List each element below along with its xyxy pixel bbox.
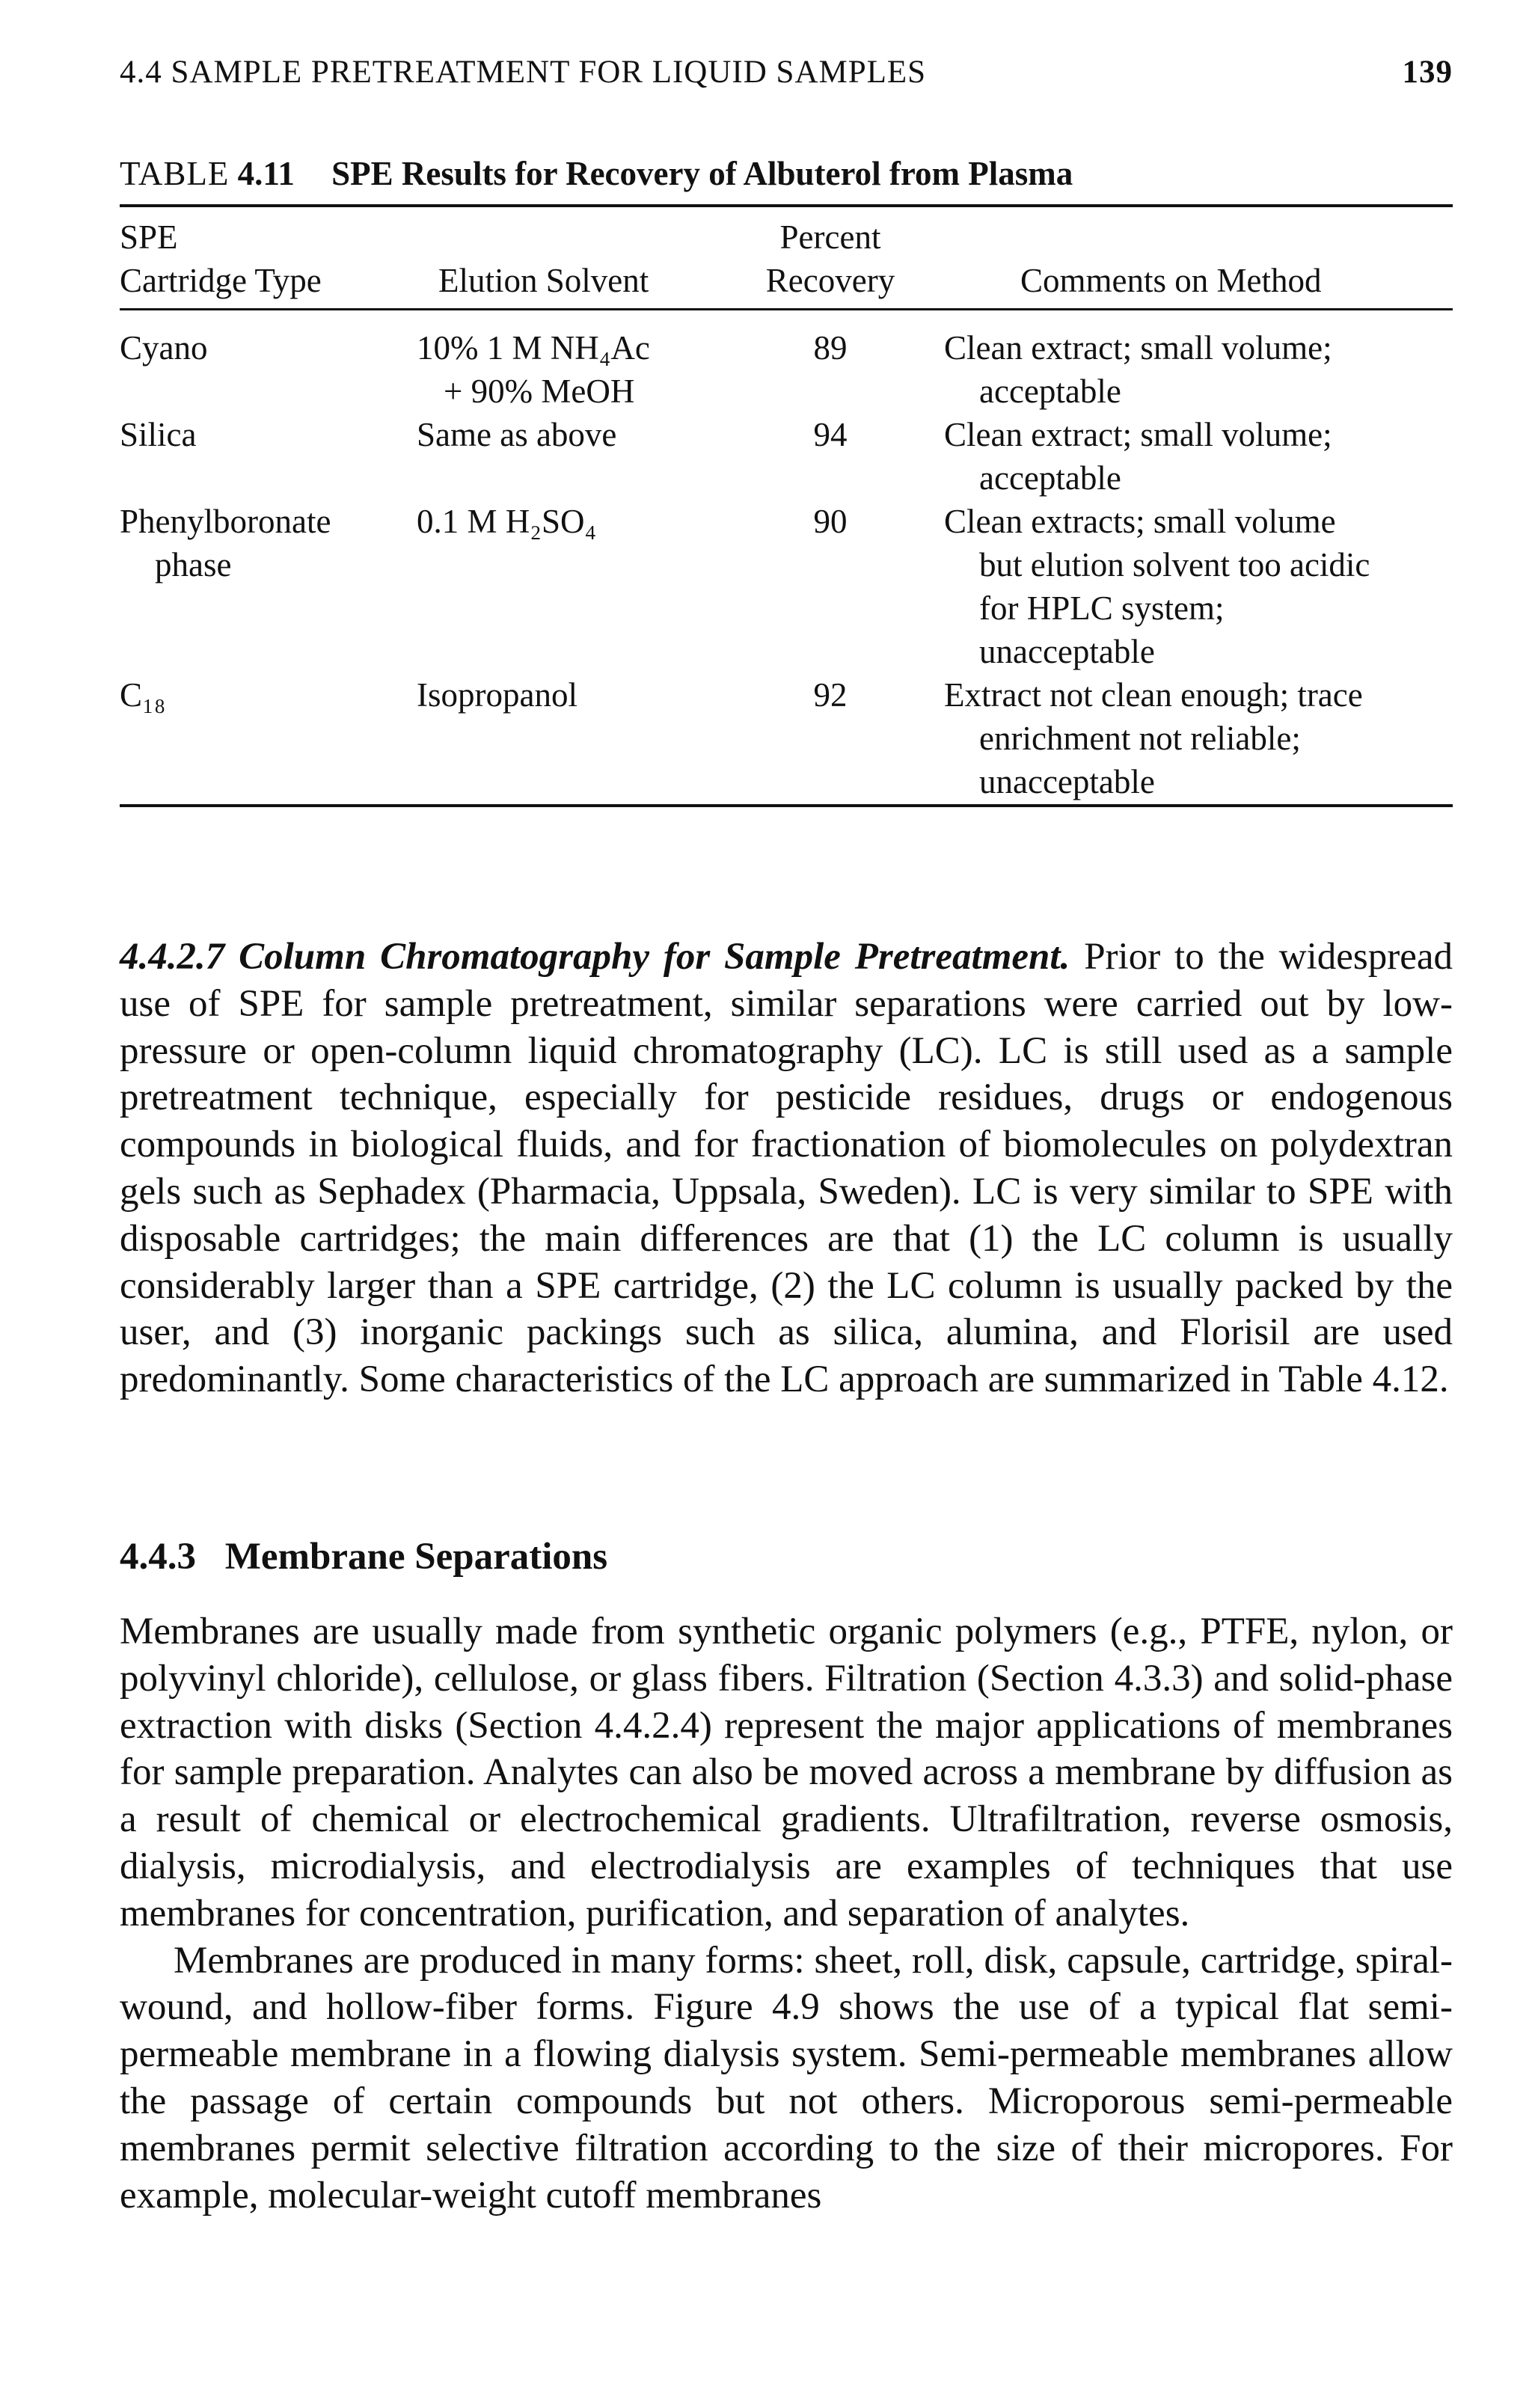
table-row-c18-type: C₁₈ [120, 676, 166, 714]
section-443-paragraph-2: Membranes are produced in many forms: sheet, roll, disk, capsule, cartridge, spiral-wound, and hollow-fiber forms. Figure 4.9 shows the use of a typical flat semi-permeable membrane in a flowing dialysis system. Semi-permeable membranes allow the passage of certain compounds but not others. Microporous semi-permeable membranes permit selective filtration according to the size of their micropores. For example, molecular-weight cutoff membranes [120, 1939, 1453, 2216]
table-row-phenylboronate-type: Phenylboronate phase [120, 503, 331, 583]
table-header-rule [120, 308, 1453, 310]
table-title: SPE Results for Recovery of Albuterol from Plasma [331, 155, 1073, 192]
table-row-phenylboronate-solvent: 0.1 M H₂SO₄ [417, 503, 597, 540]
section-443-body [120, 1608, 1453, 2219]
table-row-silica-type: Silica [120, 416, 197, 453]
table-row-cyano-solvent: 10% 1 M NH₄Ac + 90% MeOH [417, 329, 650, 410]
table-row-silica-recovery: 94 [813, 416, 848, 453]
running-head-title: 4.4 SAMPLE PRETREATMENT FOR LIQUID SAMPLES [120, 55, 927, 90]
table-row-c18-comments: Extract not clean enough; trace enrichment not reliable; unacceptable [944, 676, 1363, 800]
table-label: TABLE [120, 155, 230, 192]
section-4427-paragraph [120, 934, 1453, 1403]
table-top-rule [120, 204, 1453, 207]
table-caption [120, 153, 1453, 194]
header-elution-solvent: Elution Solvent [438, 262, 649, 299]
header-percent-recovery: Percent Recovery [765, 218, 895, 299]
table-row-phenylboronate-comments: Clean extracts; small volume but elution solvent too acidic for HPLC system; unacceptable [944, 503, 1370, 670]
page-number: 139 [1402, 55, 1453, 90]
table-row-c18-solvent: Isopropanol [417, 676, 577, 714]
table-number: 4.11 [237, 155, 295, 192]
table-row-phenylboronate-recovery: 90 [813, 503, 848, 540]
table-row-cyano-recovery: 89 [813, 329, 848, 367]
section-443-paragraph-1: Membranes are usually made from synthetic organic polymers (e.g., PTFE, nylon, or polyvinyl chloride), cellulose, or glass fibers. Filtration (Section 4.3.3) and solid-phase extraction with disks (Section 4.4.2.4) represent the major applications of membranes for sample preparation. Analytes can also be moved across a membrane by diffusion as a result of chemical or electrochemical gradients. Ultrafiltration, reverse osmosis, dialysis, microdialysis, and electrodialysis are examples of techniques that use membranes for concentration, purification, and separation of analytes. [120, 1611, 1453, 1934]
table-row-cyano-comments: Clean extract; small volume; acceptable [944, 329, 1332, 410]
section-4427-heading: 4.4.2.7 Column Chromatography for Sample Pretreatment. [120, 936, 1070, 978]
table-row-cyano-type: Cyano [120, 329, 208, 367]
section-4427-text: Prior to the widespread use of SPE for sample pretreatment, similar separations were carried out by low-pressure or open-column liquid chromatography (LC). LC is still used as a sample pretreatment technique, especially for pesticide residues, drugs or endogenous compounds in biological fluids, and for fractionation of biomolecules on polydextran gels such as Sephadex (Pharmacia, Uppsala, Sweden). LC is very similar to SPE with disposable cartridges; the main differences are that (1) the LC column is usually considerably larger than a SPE cartridge, (2) the LC column is usually packed by the user, and (3) inorganic packings such as silica, alumina, and Florisil are used predominantly. Some characteristics of the LC approach are summarized in Table 4.12. [120, 936, 1453, 1401]
section-443-number: 4.4.3 [120, 1536, 196, 1578]
header-cartridge-type: SPE Cartridge Type [120, 218, 322, 299]
table-bottom-rule [120, 804, 1453, 807]
table-row-silica-solvent: Same as above [417, 416, 617, 453]
table-row-silica-comments: Clean extract; small volume; acceptable [944, 416, 1332, 497]
section-443-heading [120, 1534, 607, 1580]
section-443-title: Membrane Separations [224, 1536, 608, 1578]
header-comments: Comments on Method [1020, 262, 1322, 299]
table-row-c18-recovery: 92 [813, 676, 848, 714]
